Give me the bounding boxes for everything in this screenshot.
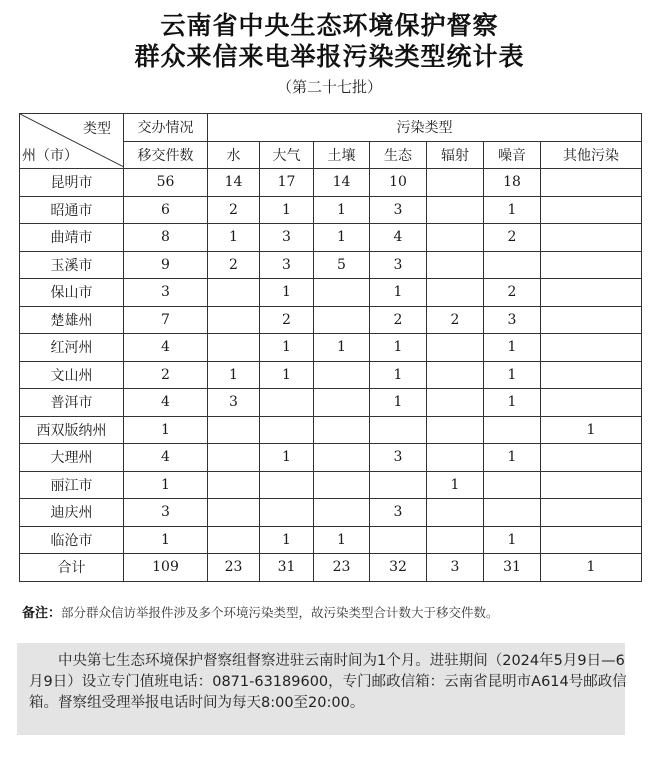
- count-cell: [260, 499, 314, 527]
- count-cell: [541, 169, 642, 197]
- count-cell: [370, 526, 427, 554]
- count-cell: [541, 251, 642, 279]
- table-header-row-1: [20, 114, 642, 142]
- count-cell: [427, 526, 484, 554]
- count-cell: 56: [124, 169, 208, 197]
- count-cell: 3: [260, 224, 314, 252]
- count-cell: [484, 471, 541, 499]
- count-cell: [314, 361, 370, 389]
- table-row: [20, 306, 642, 334]
- count-cell: [370, 416, 427, 444]
- count-cell: 4: [124, 444, 208, 472]
- count-cell: 1: [314, 224, 370, 252]
- table-row: [20, 224, 642, 252]
- region-cell: 临沧市: [20, 526, 124, 554]
- pollution-group-header: 污染类型: [208, 114, 642, 142]
- region-cell: 红河州: [20, 334, 124, 362]
- region-cell: 文山州: [20, 361, 124, 389]
- count-cell: 3: [124, 279, 208, 307]
- count-cell: [208, 306, 260, 334]
- table-row: [20, 471, 642, 499]
- column-header: 水: [208, 141, 260, 169]
- count-cell: [541, 444, 642, 472]
- region-cell: 昆明市: [20, 169, 124, 197]
- count-cell: 1: [541, 416, 642, 444]
- count-cell: [427, 279, 484, 307]
- count-cell: 5: [314, 251, 370, 279]
- count-cell: 2: [260, 306, 314, 334]
- column-header: 其他污染: [541, 141, 642, 169]
- column-header: 噪音: [484, 141, 541, 169]
- count-cell: [427, 499, 484, 527]
- count-cell: 9: [124, 251, 208, 279]
- region-cell: 曲靖市: [20, 224, 124, 252]
- table-row: [20, 251, 642, 279]
- table-row: [20, 361, 642, 389]
- count-cell: 3: [260, 251, 314, 279]
- count-cell: 14: [208, 169, 260, 197]
- table-row: [20, 279, 642, 307]
- count-cell: 1: [260, 196, 314, 224]
- count-cell: [314, 416, 370, 444]
- region-cell: 大理州: [20, 444, 124, 472]
- count-cell: 1: [427, 471, 484, 499]
- column-header: 土壤: [314, 141, 370, 169]
- count-cell: [314, 389, 370, 417]
- count-cell: [314, 471, 370, 499]
- count-cell: [541, 471, 642, 499]
- region-cell: 普洱市: [20, 389, 124, 417]
- region-cell: 昭通市: [20, 196, 124, 224]
- column-header: 大气: [260, 141, 314, 169]
- count-cell: [208, 444, 260, 472]
- count-cell: 3: [370, 499, 427, 527]
- count-cell: 2: [124, 361, 208, 389]
- title-line-2: 群众来信来电举报污染类型统计表: [134, 42, 525, 71]
- count-cell: [541, 499, 642, 527]
- count-cell: [484, 499, 541, 527]
- count-cell: 1: [260, 334, 314, 362]
- count-cell: 4: [124, 389, 208, 417]
- count-cell: 4: [124, 334, 208, 362]
- count-cell: 1: [484, 389, 541, 417]
- corner-header-cell: [20, 114, 124, 169]
- count-cell: [314, 306, 370, 334]
- pollution-statistics-table: [19, 113, 642, 582]
- title-line-1: 云南省中央生态环境保护督察: [160, 11, 499, 40]
- region-cell: 玉溪市: [20, 251, 124, 279]
- batch-label: （第二十七批）: [276, 78, 382, 96]
- count-cell: 1: [370, 389, 427, 417]
- count-cell: 23: [314, 554, 370, 582]
- info-box: [17, 643, 625, 735]
- count-cell: [208, 416, 260, 444]
- region-cell: 保山市: [20, 279, 124, 307]
- corner-region-label: 州（市）: [22, 148, 78, 164]
- count-cell: [541, 334, 642, 362]
- count-cell: 3: [208, 389, 260, 417]
- count-cell: [427, 389, 484, 417]
- count-cell: 1: [484, 196, 541, 224]
- count-cell: [541, 526, 642, 554]
- count-cell: 1: [260, 361, 314, 389]
- table-row: [20, 169, 642, 197]
- count-cell: 3: [427, 554, 484, 582]
- count-cell: 1: [260, 526, 314, 554]
- count-cell: 14: [314, 169, 370, 197]
- corner-type-label: 类型: [83, 121, 111, 137]
- count-cell: 18: [484, 169, 541, 197]
- count-cell: 3: [370, 251, 427, 279]
- count-cell: [427, 416, 484, 444]
- info-text: 中央第七生态环境保护督察组督察进驻云南时间为1个月。进驻期间（2024年5月9日—6月9日）设立专门值班电话：0871-63189600，专门邮政信箱：云南省昆明市A614号邮政信箱。督察组受理举报电话时间为每天8:00至20:00。: [29, 653, 627, 711]
- count-cell: [541, 389, 642, 417]
- region-cell: 西双版纳州: [20, 416, 124, 444]
- count-cell: [208, 334, 260, 362]
- count-cell: [208, 499, 260, 527]
- count-cell: [541, 306, 642, 334]
- count-cell: [208, 279, 260, 307]
- count-cell: 7: [124, 306, 208, 334]
- count-cell: [427, 361, 484, 389]
- count-cell: 1: [541, 554, 642, 582]
- count-cell: 10: [370, 169, 427, 197]
- count-cell: [260, 471, 314, 499]
- count-cell: 2: [427, 306, 484, 334]
- count-cell: 3: [484, 306, 541, 334]
- table-row: [20, 444, 642, 472]
- count-cell: 1: [484, 361, 541, 389]
- count-cell: [427, 196, 484, 224]
- count-cell: 4: [370, 224, 427, 252]
- count-cell: 1: [208, 361, 260, 389]
- count-cell: [541, 279, 642, 307]
- count-cell: [541, 224, 642, 252]
- count-cell: [427, 444, 484, 472]
- table-row: [20, 389, 642, 417]
- count-cell: [208, 526, 260, 554]
- count-cell: 1: [484, 526, 541, 554]
- count-cell: 1: [314, 196, 370, 224]
- region-cell: 丽江市: [20, 471, 124, 499]
- table-row: [20, 196, 642, 224]
- count-cell: [484, 416, 541, 444]
- count-cell: [314, 279, 370, 307]
- table-row: [20, 416, 642, 444]
- count-cell: [427, 169, 484, 197]
- count-cell: 23: [208, 554, 260, 582]
- region-cell: 迪庆州: [20, 499, 124, 527]
- region-cell: 楚雄州: [20, 306, 124, 334]
- count-cell: 2: [208, 196, 260, 224]
- count-cell: 1: [484, 334, 541, 362]
- column-header: 移交件数: [124, 141, 208, 169]
- count-cell: 31: [260, 554, 314, 582]
- count-cell: 3: [370, 444, 427, 472]
- table-row: [20, 499, 642, 527]
- count-cell: [427, 334, 484, 362]
- count-cell: [427, 251, 484, 279]
- count-cell: 17: [260, 169, 314, 197]
- table-row: [20, 526, 642, 554]
- count-cell: [260, 416, 314, 444]
- count-cell: 1: [484, 444, 541, 472]
- count-cell: [260, 389, 314, 417]
- count-cell: 31: [484, 554, 541, 582]
- count-cell: 32: [370, 554, 427, 582]
- count-cell: 3: [124, 499, 208, 527]
- remark-label: 备注：: [22, 606, 62, 621]
- count-cell: 2: [208, 251, 260, 279]
- count-cell: 1: [370, 279, 427, 307]
- column-header: 生态: [370, 141, 427, 169]
- remark-note: [22, 602, 652, 621]
- count-cell: 8: [124, 224, 208, 252]
- count-cell: 6: [124, 196, 208, 224]
- table-row: [20, 334, 642, 362]
- count-cell: 1: [314, 526, 370, 554]
- count-cell: [314, 444, 370, 472]
- remark-text: 部分群众信访举报件涉及多个环境污染类型，故污染类型合计数大于移交件数。: [61, 605, 499, 620]
- count-cell: 1: [260, 444, 314, 472]
- count-cell: [427, 224, 484, 252]
- count-cell: 1: [370, 361, 427, 389]
- column-header: 辐射: [427, 141, 484, 169]
- count-cell: 1: [124, 471, 208, 499]
- count-cell: 2: [484, 224, 541, 252]
- count-cell: [314, 499, 370, 527]
- count-cell: 3: [370, 196, 427, 224]
- count-cell: 2: [370, 306, 427, 334]
- count-cell: 1: [124, 526, 208, 554]
- count-cell: [208, 471, 260, 499]
- count-cell: 109: [124, 554, 208, 582]
- count-cell: 1: [260, 279, 314, 307]
- count-cell: 1: [370, 334, 427, 362]
- count-cell: 1: [314, 334, 370, 362]
- count-cell: 1: [208, 224, 260, 252]
- count-cell: 1: [124, 416, 208, 444]
- count-cell: 2: [484, 279, 541, 307]
- region-cell: 合计: [20, 554, 124, 582]
- transfer-group-header: 交办情况: [124, 114, 208, 142]
- count-cell: [541, 196, 642, 224]
- count-cell: [484, 251, 541, 279]
- count-cell: [370, 471, 427, 499]
- total-row: [20, 554, 642, 582]
- count-cell: [541, 361, 642, 389]
